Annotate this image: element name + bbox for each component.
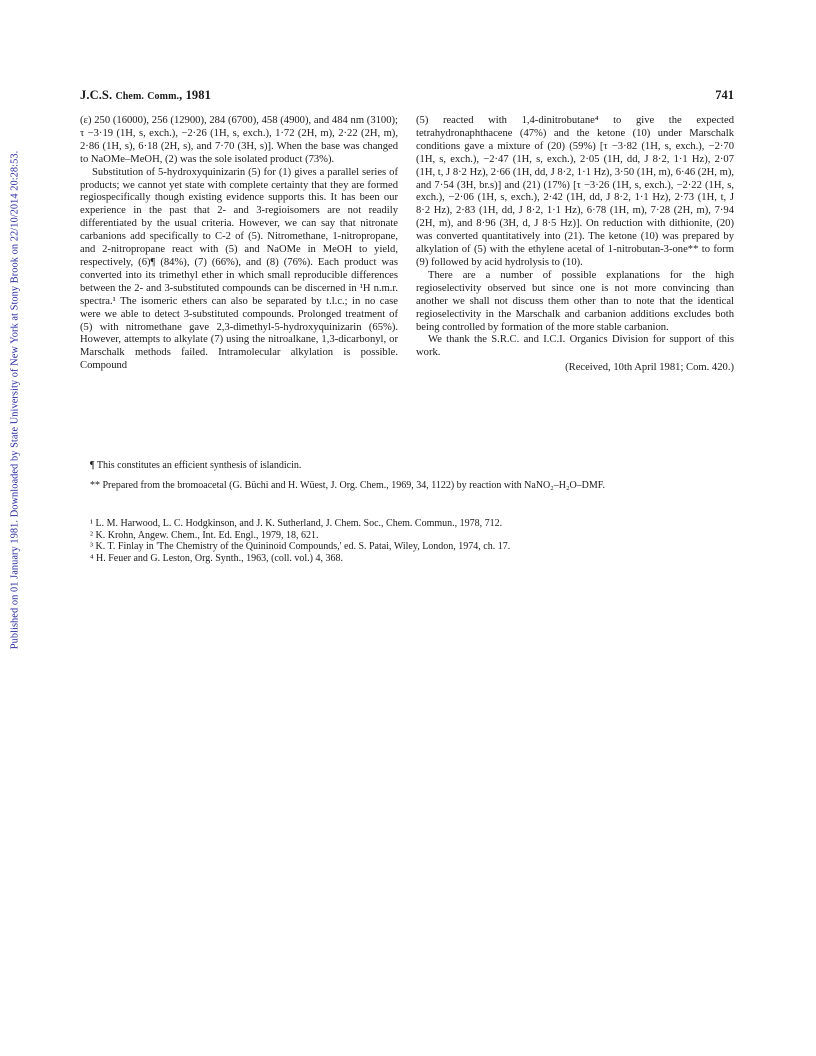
footnotes [80,460,734,500]
page-number: 741 [715,88,734,102]
reference-3: ³ K. T. Finlay in 'The Chemistry of the Quininoid Compounds,' ed. S. Patai, Wiley, London, 1974, ch. 17. [90,541,511,552]
download-watermark-text: Published on 01 January 1981. Downloaded by State University of New York at Stony Brook on 22/10/2014 20:28:53. [9,150,21,650]
reference-1: ¹ L. M. Harwood, L. C. Hodgkinson, and J. K. Sutherland, J. Chem. Soc., Chem. Commun., 1978, 712. [90,518,503,529]
left-paragraph-1: (ε) 250 (16000), 256 (12900), 284 (6700), 458 (4900), and 484 nm (3100); τ −3·19 (1H, s, exch.), −2·26 (1H, s, exch.), 1·72 (2H, m), 2·22 (2H, m), 2·86 (1H, s), 6·18 (2H, s), and 7·70 (3H, s)]. When the base was changed to NaOMe–MeOH, (2) was the sole isolated product (73%). [80,115,398,165]
journal-prefix: J.C.S. [80,88,116,102]
acknowledgement: We thank the S.R.C. and I.C.I. Organics Division for support of this work. [416,334,734,359]
journal-chem: Chem. [115,91,144,102]
journal-year: , 1981 [179,88,211,102]
journal-name [80,88,211,103]
reference-4: ⁴ H. Feuer and G. Leston, Org. Synth., 1963, (coll. vol.) 4, 368. [90,552,343,564]
download-watermark [6,130,24,670]
footnote-1: ¶ This constitutes an efficient synthesis of islandicin. [90,460,302,471]
received-date: (Received, 10th April 1981; Com. 420.) [565,362,734,374]
right-paragraph-1: (5) reacted with 1,4-dinitrobutane⁴ to give the expected tetrahydronaphthacene (47%) and the ketone (10) under Marschalk conditions gave a mixture of (20) (59%) [τ −3·82 (1H, s, exch.), −2·70 (1H, s, exch.), −2·47 (1H, s, exch.), 2·05 (1H, dd, J 8·2, 1·1 Hz), 2·07 (1H, t, J 8·2 Hz), 2·66 (1H, dd, J 8·2, 1·1 Hz), 3·50 (1H, m), 6·46 (2H, m), and 7·54 (3H, br.s)] and (21) (17%) [τ −3·26 (1H, s, exch.), −2·22 (1H, s, exch.), −2·06 (1H, s, exch.), 2·42 (1H, dd, J 8·2, 1·1 Hz), 2·73 (1H, t, J 8·2 Hz), 2·83 (1H, dd, J 8·2, 1·1 Hz), 6·78 (1H, m), 7·28 (2H, m), 7·94 (2H, m), and 8·96 (3H, d, J 8·5 Hz)]. On reduction with dithionite, (20) was converted quantitatively into (21). The ketone (10) was prepared by alkylation of (5) with the ethylene acetal of 1-nitrobutan-3-one** to form (9) followed by acid hydrolysis to (10). [416,115,734,268]
reference-2: ² K. Krohn, Angew. Chem., Int. Ed. Engl., 1979, 18, 621. [90,529,319,541]
running-header [80,88,734,106]
footnote-2: ** Prepared from the bromoacetal (G. Büchi and H. Wüest, J. Org. Chem., 1969, 34, 1122) by reaction with NaNO₂–H₂O–DMF. [90,480,606,491]
left-paragraph-2: Substitution of 5-hydroxyquinizarin (5) for (1) gives a parallel series of products; we cannot yet state with complete certainty that they are formed regiospecifically though existing evidence supports this. It has been our experience in the past that 2- and 3-regioisomers are not readily differentiated by the usual criteria. However, we can say that nitronate carbanions add specifically to C-2 of (5). Nitromethane, 1-nitropropane, and 2-nitropropane react with (5) and NaOMe in MeOH to yield, respectively, (6)¶ (84%), (7) (66%), and (8) (76%). Each product was converted into its trimethyl ether in which small reproducible differences between the 2- and 3-substituted compounds can be discerned in ¹H n.m.r. spectra.¹ The isomeric ethers can also be separated by t.l.c.; in no case were we able to detect 3-substituted compounds. Prolonged treatment of (5) with nitromethane gave 2,3-dimethyl-5-hydroxyquinizarin (65%). However, attempts to alkylate (7) using the nitroalkane, 1,3-dicarbonyl, or Marschalk methods failed. Intramolecular alkylation is possible. Compound [80,166,398,372]
journal-comm: Comm. [147,91,180,102]
right-column [416,115,734,375]
right-paragraph-2: There are a number of possible explanations for the high regioselectivity observed but since one is not more convincing than another we shall not discuss them other than to note that the identical regioselectivity in the Marschalk and carbanion additions excludes both being controlled by formation of the more stable carbanion. [416,269,734,333]
references [80,518,734,564]
left-column [80,115,398,373]
